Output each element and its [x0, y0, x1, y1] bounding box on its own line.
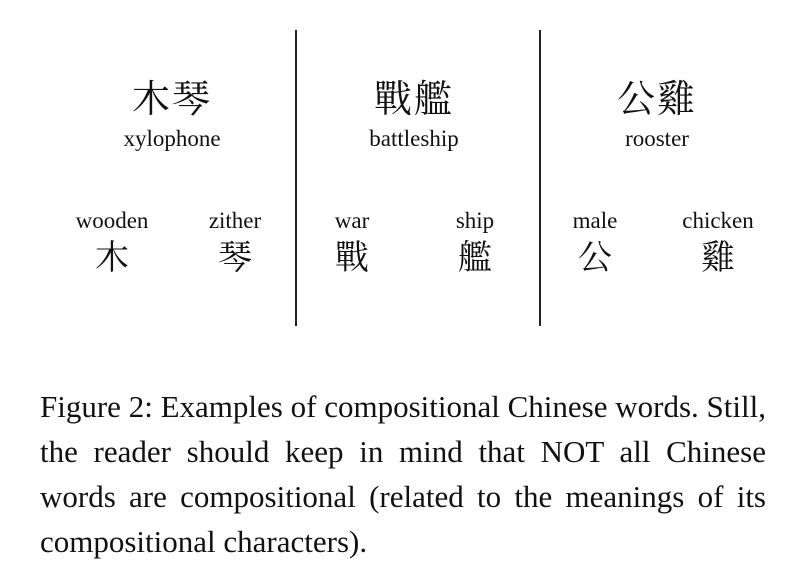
character: 木 — [95, 238, 129, 278]
character: 雞 — [701, 238, 735, 278]
character-gloss: ship — [455, 208, 495, 233]
character-column — [658, 206, 778, 280]
character-column — [175, 206, 295, 280]
character-column — [292, 206, 412, 280]
character-gloss: zither — [208, 208, 262, 233]
character: 公 — [578, 238, 612, 278]
panel-battleship — [292, 0, 536, 340]
character-gloss: wooden — [75, 208, 149, 233]
compound-word: 公雞 — [616, 77, 697, 121]
compound-gloss: battleship — [369, 126, 459, 151]
figure-caption: Figure 2: Examples of compositional Chinese words. Still, the reader should keep in mind that NOT all Chinese words are compositional (related to the meanings of its compositional characters). — [40, 389, 766, 559]
character-gloss: war — [334, 208, 370, 233]
character: 戰 — [335, 238, 369, 278]
compound-word: 戰艦 — [373, 77, 454, 121]
character-gloss: chicken — [682, 208, 754, 233]
character-column — [535, 206, 655, 280]
compound-gloss: rooster — [625, 126, 689, 151]
compound-word: 木琴 — [131, 77, 212, 121]
character: 艦 — [458, 238, 492, 278]
panel-xylophone — [52, 0, 292, 340]
character-column — [415, 206, 535, 280]
character: 琴 — [218, 238, 252, 278]
character-column — [52, 206, 172, 280]
character-gloss: male — [572, 208, 618, 233]
compound-gloss: xylophone — [123, 126, 221, 151]
panel-rooster — [535, 0, 779, 340]
